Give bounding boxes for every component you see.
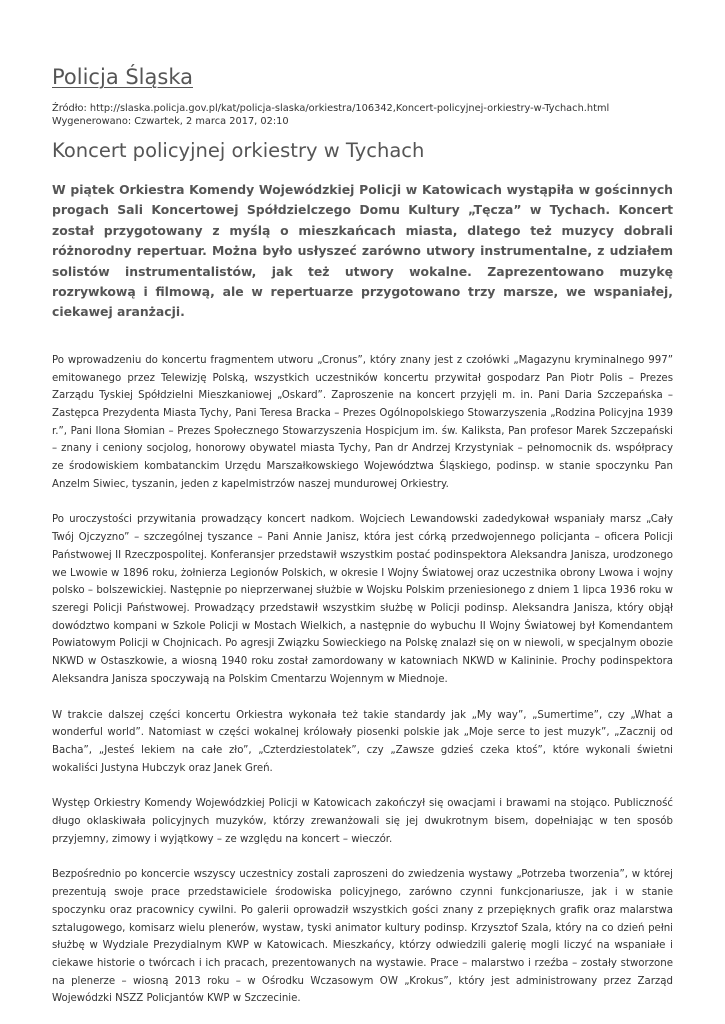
document-page: [52, 62, 673, 1008]
article-paragraph-1: Po wprowadzeniu do koncertu fragmentem utworu „Cronus”, który znany jest z czołówki „Magazynu kryminalnego 997” emitowanego przez Telewizję Polską, wszystkich uczestników koncertu przywitał gospodarz Pan Piotr Polis – Prezes Zarządu Tyskiej Spółdzielni Mieszkaniowej „Oskard”. Zaproszenie na koncert przyjęli m. in. Pani Daria Szczepańska – Zastępca Prezydenta Miasta Tychy, Pani Teresa Bracka – Prezes Ogólnopolskiego Stowarzyszenia „Rodzina Policyjna 1939 r.”, Pani Ilona Słomian – Prezes Społecznego Stowarzyszenia Hospicjum im. św. Kaliksta, Pan profesor Marek Szczepański – znany i ceniony socjolog, honorowy obywatel miasta Tychy, Pan dr Andrzej Krzystyniak – pełnomocnik ds. współpracy ze środowiskiem kombatanckim Urzędu Marszałkowskiego Województwa Śląskiego, podinsp. w stanie spoczynku Pan Anzelm Siwiec, tyszanin, jeden z kapelmistrzów naszej mundurowej Orkiestry.: [52, 354, 673, 490]
article-lead: W piątek Orkiestra Komendy Wojewódzkiej Policji w Katowicach wystąpiła w gościnnych progach Sali Koncertowej Spółdzielczego Domu Kultury „Tęcza” w Tychach. Koncert został przygotowany z myślą o mieszkańcach miasta, dlatego też muzycy dobrali różnorodny repertuar. Można było usłyszeć zarówno utwory instrumentalne, z udziałem solistów instrumentalistów, jak też utwory wokalne. Zaprezentowano muzykę rozrywkową i filmową, ale w repertuarze przygotowano trzy marsze, we wspaniałej, ciekawej aranżacji.: [52, 182, 673, 320]
source-line: Źródło: http://slaska.policja.gov.pl/kat/policja-slaska/orkiestra/106342,Koncert-policyjnej-orkiestry-w-Tychach.html: [52, 103, 610, 114]
article-title: Koncert policyjnej orkiestry w Tychach: [52, 139, 425, 162]
generated-line: Wygenerowano: Czwartek, 2 marca 2017, 02:10: [52, 116, 289, 127]
document-meta: [52, 102, 673, 128]
article-paragraph-2: Po uroczystości przywitania prowadzący koncert nadkom. Wojciech Lewandowski zadedykował wspaniały marsz „Cały Twój Ojczyzno” – szczególnej tyszance – Pani Annie Janisz, która jest córką przedwojennego policjanta – oficera Policji Państwowej II Rzeczpospolitej. Konferansjer przedstawił wszystkim postać podinspektora Aleksandra Janisza, urodzonego we Lwowie w 1896 roku, żołnierza Legionów Polskich, w okresie I Wojny Światowej oraz uczestnika obrony Lwowa i wojny polsko – bolszewickiej. Następnie po nieprzerwanej służbie w Wojsku Polskim przeniesionego z dniem 1 lipca 1936 roku w szeregi Policji Państwowej. Prowadzący przedstawił wszystkim służbę w Policji podinsp. Aleksandra Janisza, który objął dowództwo kompani w Szkole Policji w Mostach Wielkich, a następnie do wybuchu II Wojny Światowej był Komendantem Powiatowym Policji w Chojnicach. Po agresji Związku Sowieckiego na Polskę znalazł się on w niewoli, w specjalnym obozie NKWD w Ostaszkowie, a wiosną 1940 roku został zamordowany w katowniach NKWD w Kalininie. Prochy podinspektora Aleksandra Janisza spoczywają na Polskim Cmentarzu Wojennym w Miednoje.: [52, 514, 673, 685]
article-paragraph-5: Bezpośrednio po koncercie wszyscy uczestnicy zostali zaproszeni do zwiedzenia wystawy „Potrzeba tworzenia”, w której prezentują swoje prace przedstawiciele środowiska policyjnego, zarówno czynni funkcjonariusze, jak i w stanie spoczynku oraz pracownicy cywilni. Po galerii oprowadził wszystkich gości znany z przepięknych grafik oraz malarstwa sztalugowego, komisarz wielu plenerów, wystaw, tyski animator kultury podinsp. Krzysztof Szala, który na co dzień pełni służbę w Wydziale Prezydialnym KWP w Katowicach. Mieszkańcy, którzy odwiedzili galerię mogli liczyć na wspaniałe i ciekawe historie o twórcach i ich pracach, prezentowanych na wystawie. Prace – malarstwo i rzeźba – zostały stworzone na plenerze – wiosną 2013 roku – w Ośrodku Wczasowym OW „Krokus”, który jest administrowany przez Zarząd Wojewódzki NSZZ Policjantów KWP w Szczecinie.: [52, 869, 673, 1005]
article-paragraph-4: Występ Orkiestry Komendy Wojewódzkiej Policji w Katowicach zakończył się owacjami i brawami na stojąco. Publiczność długo oklaskiwała policyjnych muzyków, którzy zrewanżowali się jej dwukrotnym bisem, dopełniając w ten sposób przyjemny, zimowy i wyjątkowy – ze względu na koncert – wieczór.: [52, 798, 673, 845]
site-title: Policja Śląska: [52, 65, 193, 89]
article-paragraph-3: W trakcie dalszej części koncertu Orkiestra wykonała też takie standardy jak „My way”, „Sumertime”, czy „What a wonderful world”. Natomiast w części wokalnej królowały piosenki polskie jak „Moje serce to jest muzyk”, „Zacznij od Bacha”, „Jesteś lekiem na całe zło”, „Czterdziestolatek”, czy „Zawsze gdzieś czeka ktoś”, które wykonali świetni wokaliści Justyna Hubczyk oraz Janek Greń.: [52, 709, 673, 774]
